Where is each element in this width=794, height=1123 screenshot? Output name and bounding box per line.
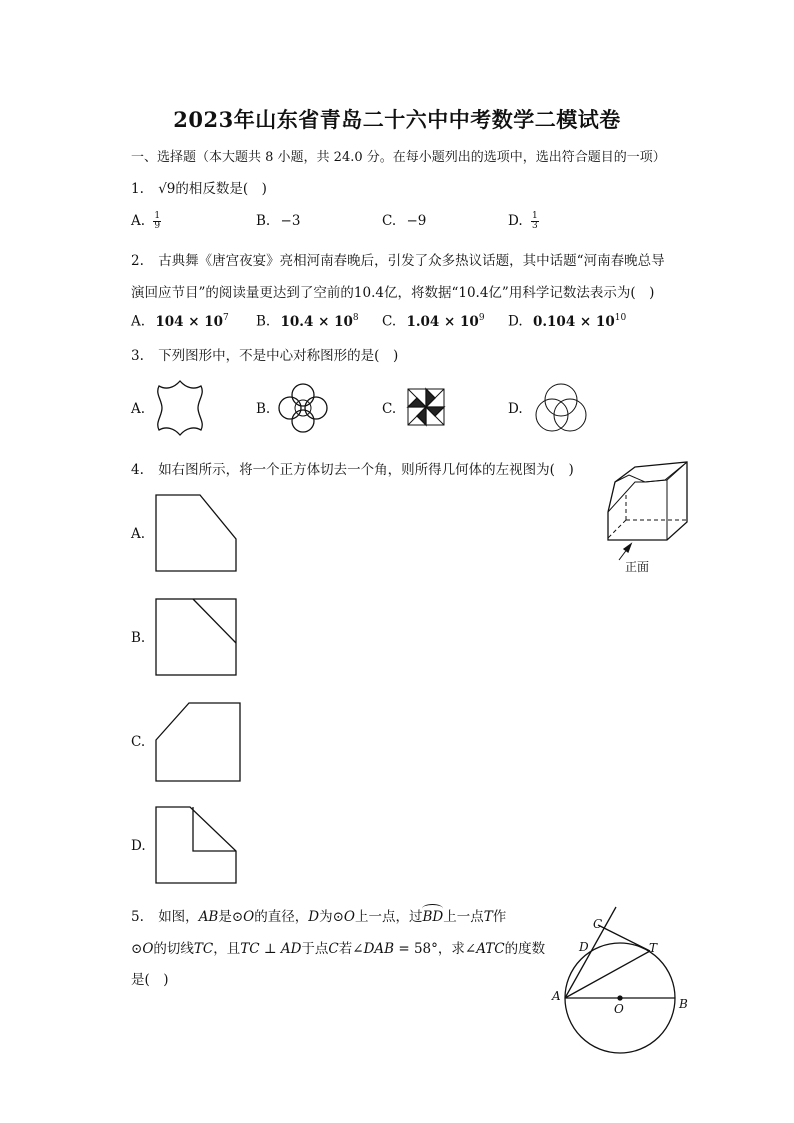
option-d-label[interactable]: D. [131,838,146,854]
option-d-label[interactable]: D. [508,401,523,417]
question-number: 3. [131,348,144,364]
fraction: $\frac{1}{3}$ [531,211,538,231]
question-number: 5. [131,909,144,925]
point-t-label: T [649,941,658,955]
option-a-label[interactable]: A. [131,401,146,417]
option-c-label[interactable]: C. [382,401,397,417]
point-d-label: D [579,940,589,954]
section-header: 一、选择题（本大题共 8 小题，共 24.0 分。在每小题列出的选项中，选出符合题目的一项） [131,150,666,165]
view-option-c [155,702,241,782]
question-2 [131,249,665,269]
question-number: 4. [131,462,144,478]
front-label: 正面 [625,560,650,574]
question-1 [131,177,267,197]
option-a[interactable]: A. $104 \times 10^7$ [131,313,229,330]
view-option-b [155,598,237,676]
radical-expression: √9 [158,181,176,197]
option-d[interactable]: D. $\frac{1}{3}$ [508,211,538,231]
page-title: 2023年山东省青岛二十六中中考数学二模试卷 [173,107,621,132]
option-b-label[interactable]: B. [256,401,271,417]
question-text: 古典舞《唐宫夜宴》亮相河南春晚后，引发了众多热议话题，其中话题“河南春晚总导 [158,253,665,269]
cut-cube-figure [605,460,695,580]
question-3 [131,344,398,364]
question-number: 1. [131,181,144,197]
question-5: 5. 如图，AB是⊙O的直径，D为⊙O上一点，过BD上一点T作 [131,909,507,925]
view-option-a [155,494,237,572]
question-text: 下列图形中，不是中心对称图形的是( ) [158,348,399,364]
fraction: $\frac{1}{9}$ [154,211,161,231]
point-b-label: B [679,997,688,1011]
option-c[interactable]: C. $1.04 \times 10^9$ [382,313,485,330]
point-o-label: O [614,1002,624,1016]
circle-geometry-figure [540,905,700,1065]
question-text: 的相反数是( ) [175,181,267,197]
option-c[interactable]: C. −9 [382,213,427,229]
question-5-line-2: ⊙O的切线TC，且TC ⊥ AD于点C若∠DAB = 58°，求∠ATC的度数 [131,941,546,957]
option-b[interactable]: B. $10.4 \times 10^8$ [256,313,359,330]
question-4 [131,458,574,478]
arc-notation: BD [422,909,444,925]
question-5-line-3: 是( ) [131,972,169,988]
option-a-label[interactable]: A. [131,526,146,542]
triquetra-figure [533,380,589,436]
pinwheel-figure [406,387,446,427]
view-option-d [155,806,237,884]
question-2-line-2: 演回应节目”的阅读量更达到了空前的10.4亿，将数据“10.4亿”用科学记数法表示为( ) [131,285,655,301]
point-a-label: A [552,989,561,1003]
point-c-label: C [593,917,603,931]
option-b[interactable]: B. −3 [256,213,301,229]
option-a[interactable]: A. $\frac{1}{9}$ [131,211,161,231]
option-c-label[interactable]: C. [131,734,146,750]
option-b-label[interactable]: B. [131,630,146,646]
question-text: 如右图所示，将一个正方体切去一个角，则所得几何体的左视图为( ) [158,462,574,478]
question-number: 2. [131,253,144,269]
option-d[interactable]: D. $0.104 \times 10^{10}$ [508,313,627,330]
curved-shape-figure [150,378,210,438]
four-petal-figure [277,382,329,434]
